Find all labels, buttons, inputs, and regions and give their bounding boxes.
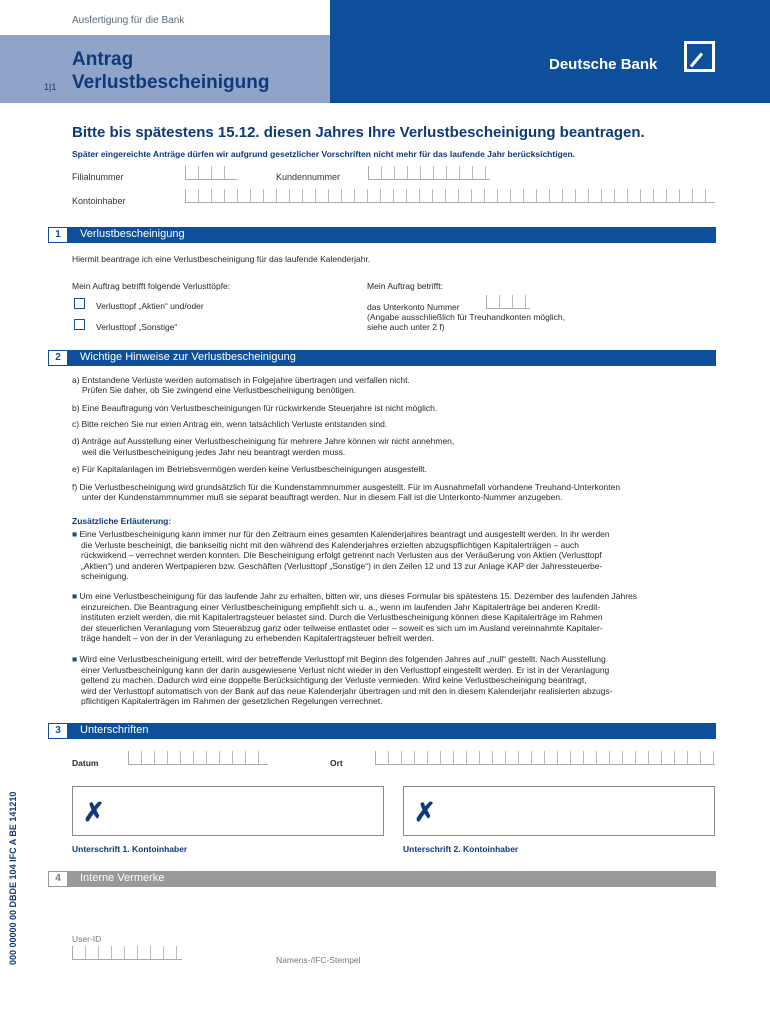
kundennummer-field[interactable] bbox=[368, 166, 490, 180]
paragraph-line: ■ Wird eine Verlustbescheinigung erteilt, wird der betreffende Verlusttopf mit Beginn des folgenden Jahres auf „null“ gestellt. Nach Ausstellung bbox=[72, 654, 606, 664]
hint-c: c) Bitte reichen Sie nur einen Antrag ein, wenn tatsächlich Verluste entstanden sind. bbox=[72, 419, 388, 429]
section-3-header bbox=[48, 723, 716, 739]
userid-label: User-ID bbox=[72, 934, 102, 944]
aktien-option-label: Verlusttopf „Aktien“ und/oder bbox=[96, 301, 204, 311]
hint-e: e) Für Kapitalanlagen im Betriebsvermögen werden keine Verlustbescheinigungen ausgestellt. bbox=[72, 464, 427, 474]
section-number: 3 bbox=[48, 723, 68, 739]
paragraph-line: scheinigung. bbox=[81, 571, 129, 581]
paragraph-line: pflichtigen Kapitalerträgen im Rahmen der gesetzlichen Regelungen verrechnet. bbox=[81, 696, 383, 706]
bullet-square-icon: ■ bbox=[72, 529, 80, 539]
unterkonto-note-1: (Angabe ausschließlich für Treuhandkonten möglich, bbox=[367, 312, 565, 322]
signature-2-label: Unterschrift 2. Kontoinhaber bbox=[403, 844, 519, 854]
paragraph-line: rückwirkend – verrechnet werden konnten. Die Bescheinigung erfolgt getrennt nach Verlusten aus der Veräußerung von Aktien (Verlusttopf bbox=[81, 550, 602, 560]
section-number: 4 bbox=[48, 871, 68, 887]
paragraph-line: der steuerlichen Veranlagung vom Steuerabzug ganz oder teilweise entlastet oder – soweit es sich um im Ausland vereinnahmte Kapitaler- bbox=[81, 622, 603, 633]
hint-b: b) Eine Beauftragung von Verlustbescheinigungen für rückwirkende Steuerjahre ist nicht möglich. bbox=[72, 403, 438, 413]
brand-name: Deutsche Bank bbox=[549, 56, 658, 73]
form-title-line2: Verlustbescheinigung bbox=[72, 72, 270, 93]
form-title-line1: Antrag bbox=[72, 49, 134, 70]
stamp-label: Namens-/IFC-Stempel bbox=[276, 955, 361, 965]
deutsche-bank-logo-icon bbox=[684, 41, 715, 72]
filialnummer-field[interactable] bbox=[185, 166, 237, 180]
kontoinhaber-label: Kontoinhaber bbox=[72, 196, 126, 206]
kundennummer-label: Kundennummer bbox=[276, 172, 341, 182]
datum-field[interactable] bbox=[128, 751, 268, 765]
extra-heading: Zusätzliche Erläuterung: bbox=[72, 516, 172, 526]
hint-a-line2: Prüfen Sie daher, ob Sie zwingend eine Verlustbescheinigung benötigen. bbox=[82, 385, 357, 395]
extra-paragraph-1 bbox=[72, 529, 732, 582]
datum-label: Datum bbox=[72, 758, 99, 768]
paragraph-line: einer Verlustbescheinigung kann der darin ausgewiesene Verlust nicht wieder in den Verlusttopf eingestellt werden. Er ist in der Veranlagung bbox=[81, 664, 610, 675]
section-2-header bbox=[48, 350, 716, 366]
aktien-checkbox[interactable] bbox=[74, 298, 85, 309]
unterkonto-note-2: siehe auch unter 2 f) bbox=[367, 322, 445, 332]
paragraph-line: ■ Eine Verlustbescheinigung kann immer nur für den Zeitraum eines gesamten Kalenderjahres beantragt und ausgestellt werden. In ihr werden bbox=[72, 529, 610, 539]
section-title: Unterschriften bbox=[80, 724, 149, 736]
signature-cross-icon: ✗ bbox=[414, 797, 436, 827]
page-number: 1|1 bbox=[44, 82, 57, 92]
paragraph-line: geltend zu machen. Dadurch wird eine doppelte Berücksichtigung der Verluste vermieden. Wird keine Verlustbescheinigung beantragt, bbox=[81, 675, 587, 685]
ort-field[interactable] bbox=[375, 751, 715, 765]
sonstige-checkbox[interactable] bbox=[74, 319, 85, 330]
auftrag-heading: Mein Auftrag betrifft: bbox=[367, 281, 443, 291]
extra-paragraph-3 bbox=[72, 654, 732, 707]
hint-f-line1: f) Die Verlustbescheinigung wird grundsätzlich für die Kundenstammnummer ausgestellt. Für im Ausnahmefall vorhandene Treuhand-Unterkonten bbox=[72, 482, 621, 492]
hint-d-line2: weil die Verlustbescheinigung jedes Jahr neu beantragt werden muss. bbox=[82, 447, 346, 457]
hint-d-line1: d) Anträge auf Ausstellung einer Verlustbescheinigung für mehrere Jahre können wir nicht annehmen, bbox=[72, 436, 455, 446]
form-code: 000 00000 00 DBDE 104 IFC A BE 141210 bbox=[8, 791, 18, 965]
subheadline: Später eingereichte Anträge dürfen wir aufgrund gesetzlicher Vorschriften nicht mehr für das laufende Jahr berücksichtigen. bbox=[72, 149, 576, 159]
bullet-square-icon: ■ bbox=[72, 591, 80, 601]
hint-f-line2: unter der Kundenstammnummer muß sie separat beauftragt werden. Nur in diesem Fall ist die Unterkonto-Nummer anzugeben. bbox=[82, 492, 563, 502]
ort-label: Ort bbox=[330, 758, 343, 768]
kontoinhaber-field[interactable] bbox=[185, 189, 715, 203]
signature-cross-icon: ✗ bbox=[83, 797, 105, 827]
paragraph-line: „Aktien“) und anderen Wertpapieren bzw. Geschäften (Verlusttopf „Sonstige“) in den Zeilen 12 und 13 zur Anlage KAP der Jahressteuerbe- bbox=[81, 560, 603, 571]
headline: Bitte bis spätestens 15.12. diesen Jahres Ihre Verlustbescheinigung beantragen. bbox=[72, 124, 645, 141]
section-number: 2 bbox=[48, 350, 68, 366]
paragraph-line: die Verluste bescheinigt, die bankseitig nicht mit den während des Kalenderjahres erzielten abzugspflichtigen Kapitalerträgen – auch bbox=[81, 539, 580, 550]
paragraph-line: instituten erzielt werden, die mit Kapitalertragsteuer belastet sind. Durch die Verlustbescheinigung können diese Kapitalerträge im Rahmen bbox=[81, 612, 603, 622]
section-number: 1 bbox=[48, 227, 68, 243]
paragraph-line: wird der Verlusttopf automatisch von der Bank auf das neue Kalenderjahr übertragen und mit den in diesem Kalenderjahr realisierten abzugs- bbox=[81, 685, 613, 696]
copy-note: Ausfertigung für die Bank bbox=[72, 15, 185, 26]
paragraph-line: einzureichen. Die Beantragung einer Verlustbescheinigung empfiehlt sich u. a., wenn im laufenden Jahr Kapitalerträge bei anderen Kredit- bbox=[81, 601, 601, 612]
section-title: Wichtige Hinweise zur Verlustbescheinigung bbox=[80, 351, 296, 363]
section-4-header bbox=[48, 871, 716, 887]
unterkonto-field[interactable] bbox=[486, 295, 530, 309]
paragraph-line: träge handelt – von der in der Veranlagung zu erhebenden Kapitalertragsteuer befreit werden. bbox=[81, 633, 434, 643]
signature-1-label: Unterschrift 1. Kontoinhaber bbox=[72, 844, 188, 854]
verlusttoepfe-heading: Mein Auftrag betrifft folgende Verlusttöpfe: bbox=[72, 281, 231, 291]
section-1-intro: Hiermit beantrage ich eine Verlustbescheinigung für das laufende Kalenderjahr. bbox=[72, 254, 371, 264]
bullet-square-icon: ■ bbox=[72, 654, 80, 664]
signature-1-box[interactable] bbox=[72, 786, 384, 836]
section-1-header bbox=[48, 227, 716, 243]
extra-paragraph-2 bbox=[72, 591, 732, 644]
unterkonto-label: das Unterkonto Nummer bbox=[367, 302, 460, 312]
userid-field[interactable] bbox=[72, 946, 182, 960]
signature-2-box[interactable] bbox=[403, 786, 715, 836]
hint-a-line1: a) Entstandene Verluste werden automatisch in Folgejahre übertragen und verfallen nicht. bbox=[72, 375, 410, 385]
paragraph-line: ■ Um eine Verlustbescheinigung für das laufende Jahr zu erhalten, bitten wir, uns dieses Formular bis spätestens 15. Dezember des laufenden Jahres bbox=[72, 591, 638, 601]
section-title: Interne Vermerke bbox=[80, 872, 165, 884]
sonstige-option-label: Verlusttopf „Sonstige“ bbox=[96, 322, 178, 332]
filialnummer-label: Filialnummer bbox=[72, 172, 124, 182]
section-title: Verlustbescheinigung bbox=[80, 228, 185, 240]
